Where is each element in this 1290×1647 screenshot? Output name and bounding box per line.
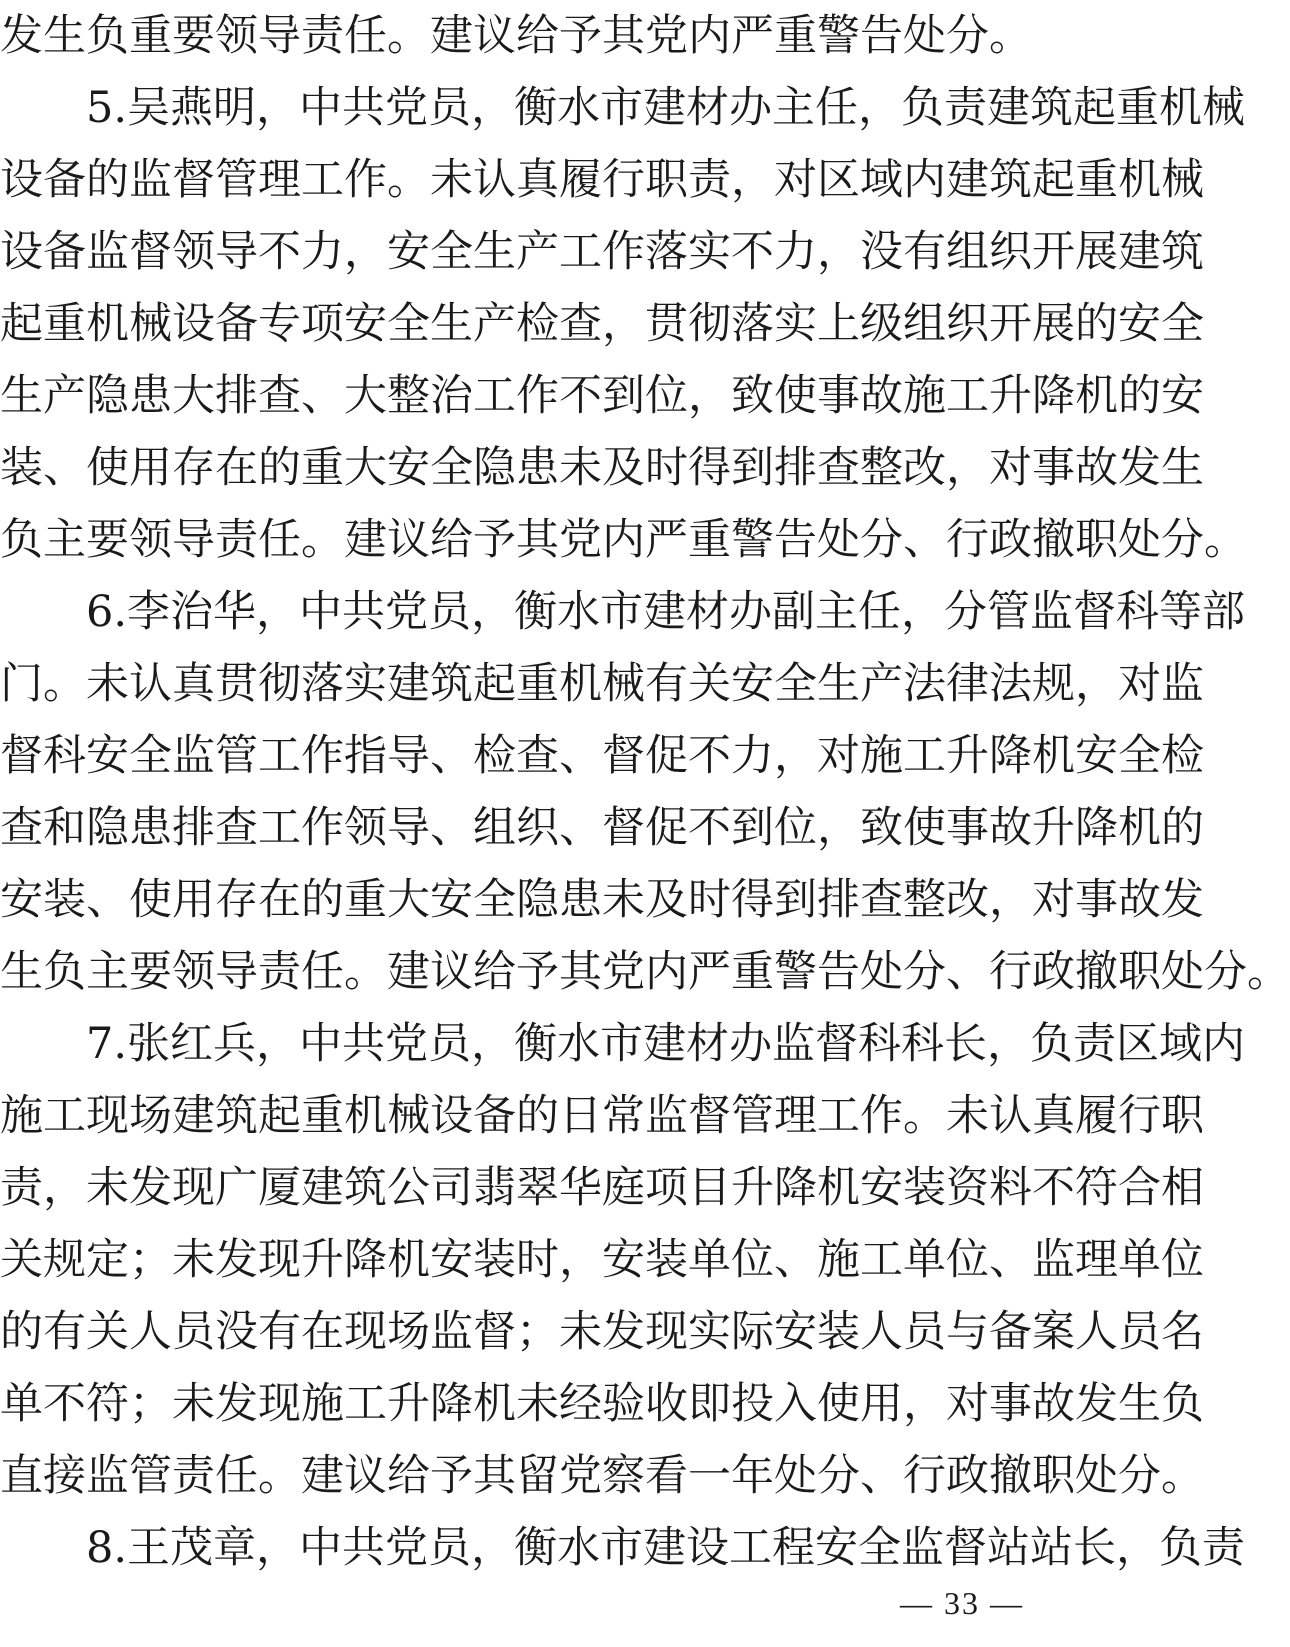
text-line: 直接监管责任。建议给予其留党察看一年处分、行政撤职处分。	[0, 1451, 1204, 1501]
paragraph-first-line: 7.张红兵，中共党员，衡水市建材办监督科科长，负责区域内	[86, 1019, 1246, 1069]
text-line: 负主要领导责任。建议给予其党内严重警告处分、行政撤职处分。	[0, 515, 1247, 565]
text-line: 关规定；未发现升降机安装时，安装单位、施工单位、监理单位	[0, 1235, 1204, 1285]
paragraph-first-line: 8.王茂章，中共党员，衡水市建设工程安全监督站站长，负责	[86, 1523, 1246, 1573]
text-line: 设备的监督管理工作。未认真履行职责，对区域内建筑起重机械	[0, 155, 1204, 205]
text-line: 查和隐患排查工作领导、组织、督促不到位，致使事故升降机的	[0, 803, 1204, 853]
text-line: 责，未发现广厦建筑公司翡翠华庭项目升降机安装资料不符合相	[0, 1163, 1204, 1213]
text-line: 安装、使用存在的重大安全隐患未及时得到排查整改，对事故发	[0, 875, 1204, 925]
text-line: 施工现场建筑起重机械设备的日常监督管理工作。未认真履行职	[0, 1091, 1204, 1141]
text-line: 发生负重要领导责任。建议给予其党内严重警告处分。	[0, 11, 1032, 61]
text-line: 的有关人员没有在现场监督；未发现实际安装人员与备案人员名	[0, 1307, 1204, 1357]
text-line: 生负主要领导责任。建议给予其党内严重警告处分、行政撤职处分。	[0, 947, 1290, 997]
text-line: 单不符；未发现施工升降机未经验收即投入使用，对事故发生负	[0, 1379, 1204, 1429]
text-line: 门。未认真贯彻落实建筑起重机械有关安全生产法律法规，对监	[0, 659, 1204, 709]
paragraph-first-line: 6.李治华，中共党员，衡水市建材办副主任，分管监督科等部	[86, 587, 1246, 637]
text-line: 起重机械设备专项安全生产检查，贯彻落实上级组织开展的安全	[0, 299, 1204, 349]
text-line: 设备监督领导不力，安全生产工作落实不力，没有组织开展建筑	[0, 227, 1204, 277]
page-number: — 33 —	[900, 1585, 1024, 1621]
text-line: 督科安全监管工作指导、检查、督促不力，对施工升降机安全检	[0, 731, 1204, 781]
text-line: 生产隐患大排查、大整治工作不到位，致使事故施工升降机的安	[0, 371, 1204, 421]
paragraph-first-line: 5.吴燕明，中共党员，衡水市建材办主任，负责建筑起重机械	[86, 83, 1246, 133]
text-line: 装、使用存在的重大安全隐患未及时得到排查整改，对事故发生	[0, 443, 1204, 493]
